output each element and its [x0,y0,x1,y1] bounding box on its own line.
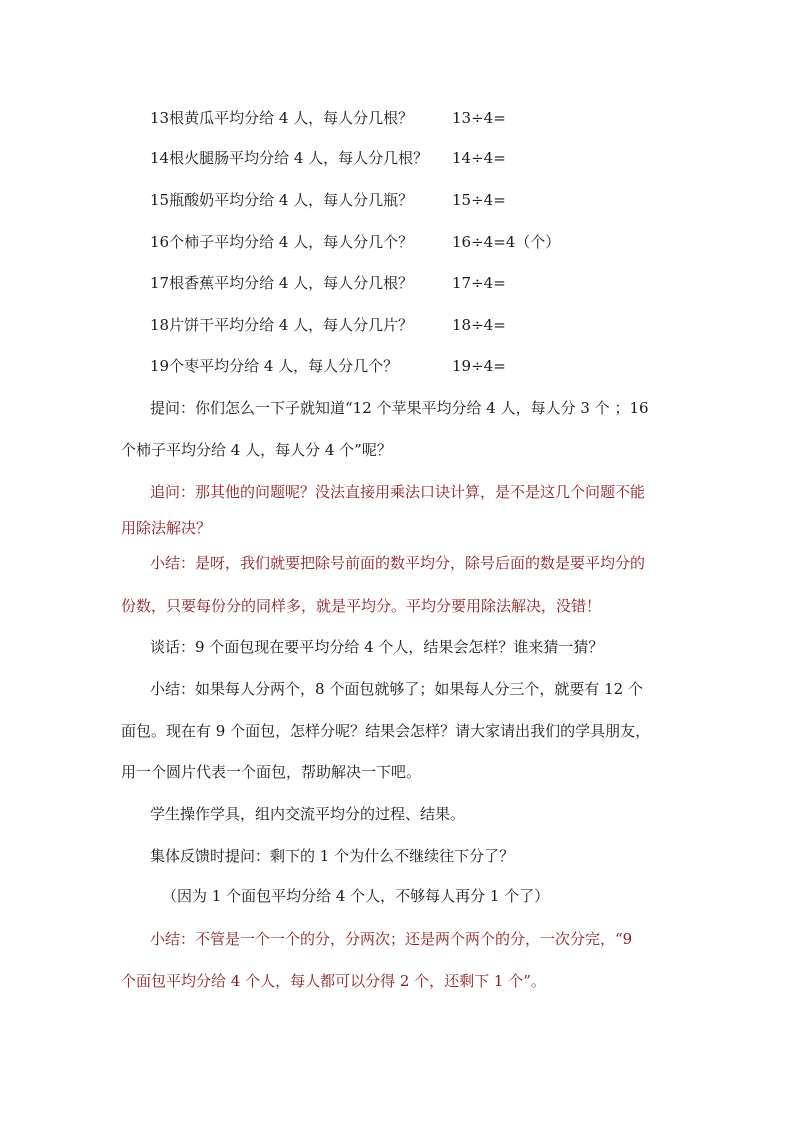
problem-6-question: 18片饼干平均分给 4 人，每人分几片？ [150,316,414,334]
problem-7-equation: 19÷4= [452,357,506,375]
problem-2-equation: 14÷4= [452,149,506,167]
summary-2-line-3: 用一个圆片代表一个面包，帮助解决一下吧。 [121,763,422,781]
talk-paragraph: 谈话：9 个面包现在要平均分给 4 个人，结果会怎样？谁来猜一猜？ [150,638,604,656]
problem-3-equation: 15÷4= [452,191,506,209]
summary-2-line-1: 小结：如果每人分两个，8 个面包就够了；如果每人分三个，就要有 12 个 [150,680,643,698]
explanation-paragraph: （因为 1 个面包平均分给 4 个人，不够每人再分 1 个了） [162,887,550,905]
summary-3-line-1: 小结：不管是一个一个的分，分两次；还是两个两个的分，一次分完，“9 [150,930,633,948]
summary-2-line-2: 面包。现在有 9 个面包，怎样分呢？结果会怎样？请大家请出我们的学具朋友， [121,722,651,740]
problem-6-equation: 18÷4= [452,316,506,334]
followup-paragraph-line-1: 追问：那其他的问题呢？没法直接用乘法口诀计算，是不是这几个问题不能 [150,483,646,501]
problem-4-question: 16个柿子平均分给 4 人，每人分几个？ [150,233,414,251]
problem-5-question: 17根香蕉平均分给 4 人，每人分几根？ [150,274,414,292]
question-paragraph-line-1: 提问：你们怎么一下子就知道“12 个苹果平均分给 4 人，每人分 3 个 ；16 [150,399,649,417]
question-paragraph-line-2: 个柿子平均分给 4 人，每人分 4 个”呢？ [121,441,392,459]
problem-2-question: 14根火腿肠平均分给 4 人，每人分几根？ [150,149,429,167]
summary-3-line-2: 个面包平均分给 4 个人，每人都可以分得 2 个，还剩下 1 个”。 [121,972,546,990]
problem-3-question: 15瓶酸奶平均分给 4 人，每人分几瓶？ [150,191,414,209]
problem-5-equation: 17÷4= [452,274,506,292]
followup-paragraph-line-2: 用除法解决？ [121,519,212,537]
summary-1-line-2: 份数，只要每份分的同样多，就是平均分。平均分要用除法解决，没错！ [121,597,602,615]
summary-1-line-1: 小结：是呀，我们就要把除号前面的数平均分，除号后面的数是要平均分的 [150,554,646,572]
feedback-paragraph: 集体反馈时提问：剩下的 1 个为什么不继续往下分了？ [150,847,515,865]
student-activity-paragraph: 学生操作学具，组内交流平均分的过程、结果。 [150,805,466,823]
problem-1-equation: 13÷4= [452,109,506,127]
problem-4-equation: 16÷4=4（个） [452,233,561,251]
problem-1-question: 13根黄瓜平均分给 4 人，每人分几根？ [150,109,414,127]
problem-7-question: 19个枣平均分给 4 人，每人分几个？ [150,357,399,375]
